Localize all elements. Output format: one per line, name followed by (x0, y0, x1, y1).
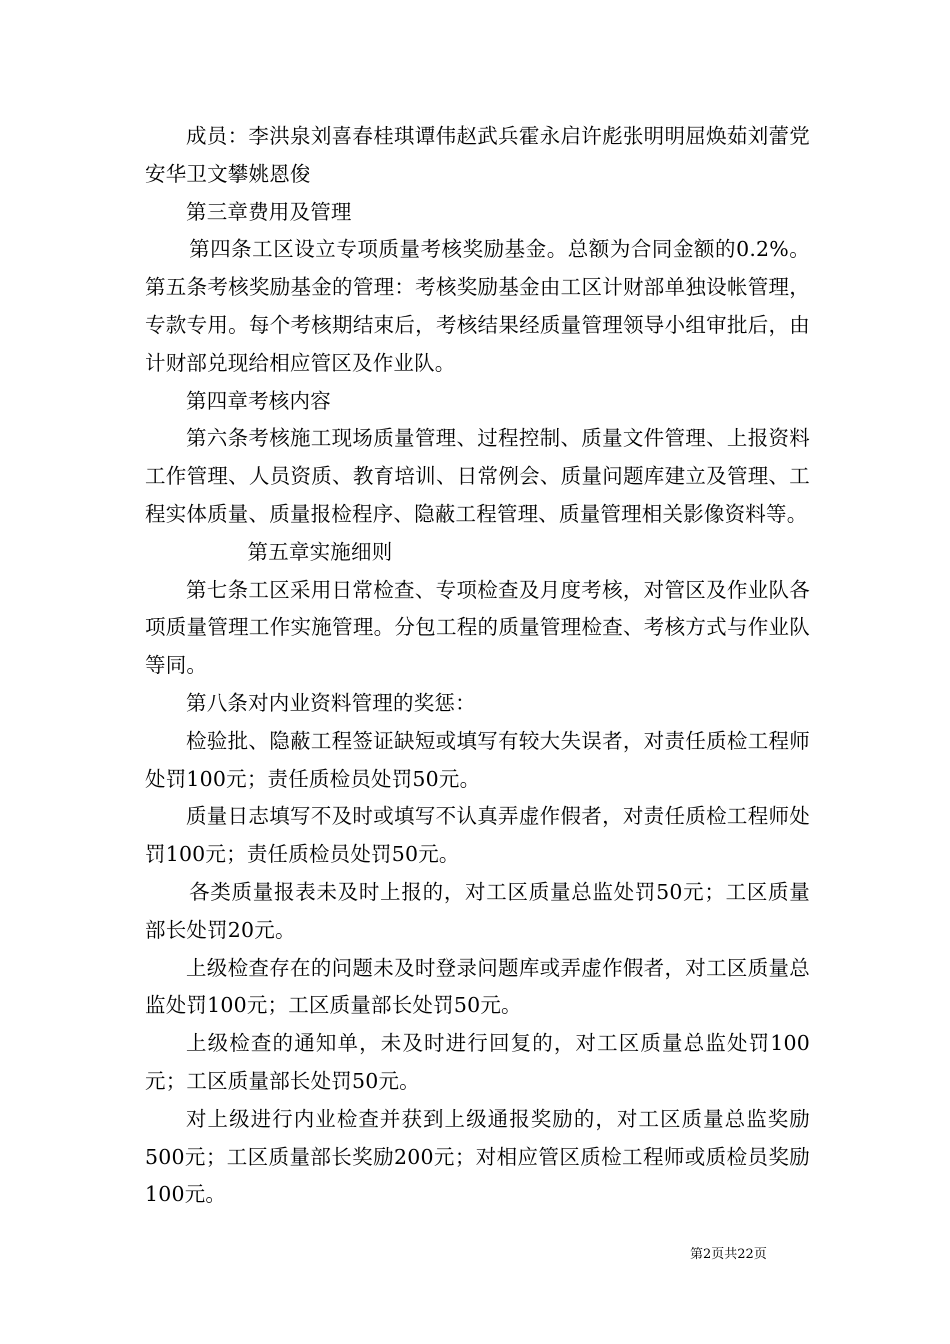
paragraph-rule-issue-database: 上级检查存在的问题未及时登录问题库或弄虚作假者，对工区质量总监处罚100元；工区质量部长处罚50元。 (145, 955, 810, 1018)
chapter-heading-5: 第五章实施细则 (247, 539, 393, 564)
page-number: 第2页共22页 (690, 1247, 767, 1262)
paragraph-rule-reports: 各类质量报表未及时上报的，对工区质量总监处罚50元；工区质量部长处罚20元。 (145, 879, 810, 942)
chapter-heading-4: 第四章考核内容 (186, 388, 331, 413)
paragraph-rule-notice-reply: 上级检查的通知单，未及时进行回复的，对工区质量总监处罚100元；工区质量部长处罚50元。 (145, 1031, 810, 1093)
paragraph-article-7: 第七条工区采用日常检查、专项检查及月度考核，对管区及作业队各项质量管理工作实施管理。分包工程的质量管理检查、考核方式与作业队等同。 (145, 577, 810, 678)
paragraph-rule-quality-log: 质量日志填写不及时或填写不认真弄虚作假者，对责任质检工程师处罚100元；责任质检员处罚50元。 (145, 804, 810, 867)
paragraph-article-8: 第八条对内业资料管理的奖惩： (186, 690, 476, 715)
paragraph-rule-inspection-batch: 检验批、隐蔽工程签证缺短或填写有较大失误者，对责任质检工程师处罚100元；责任质检员处罚50元。 (145, 728, 810, 791)
paragraph-members: 成员：李洪泉刘喜春桂琪谭伟赵武兵霍永启许彪张明明屈焕茹刘蕾党安华卫文攀姚恩俊 (145, 124, 810, 186)
chapter-heading-3: 第三章费用及管理 (186, 199, 352, 224)
paragraph-rule-reward: 对上级进行内业检查并获到上级通报奖励的，对工区质量总监奖励500元；工区质量部长奖励200元；对相应管区质检工程师或质检员奖励100元。 (145, 1106, 810, 1207)
document-body (145, 118, 810, 1214)
paragraph-article-6: 第六条考核施工现场质量管理、过程控制、质量文件管理、上报资料工作管理、人员资质、教育培训、日常例会、质量问题库建立及管理、工程实体质量、质量报检程序、隐蔽工程管理、质量管理相关影像资料等。 (145, 426, 810, 526)
paragraph-article-4-5: 第四条工区设立专项质量考核奖励基金。总额为合同金额的0.2%。第五条考核奖励基金的管理：考核奖励基金由工区计财部单独设帐管理，专款专用。每个考核期结束后，考核结果经质量管理领导小组审批后，由计财部兑现给相应管区及作业队。 (145, 237, 810, 375)
